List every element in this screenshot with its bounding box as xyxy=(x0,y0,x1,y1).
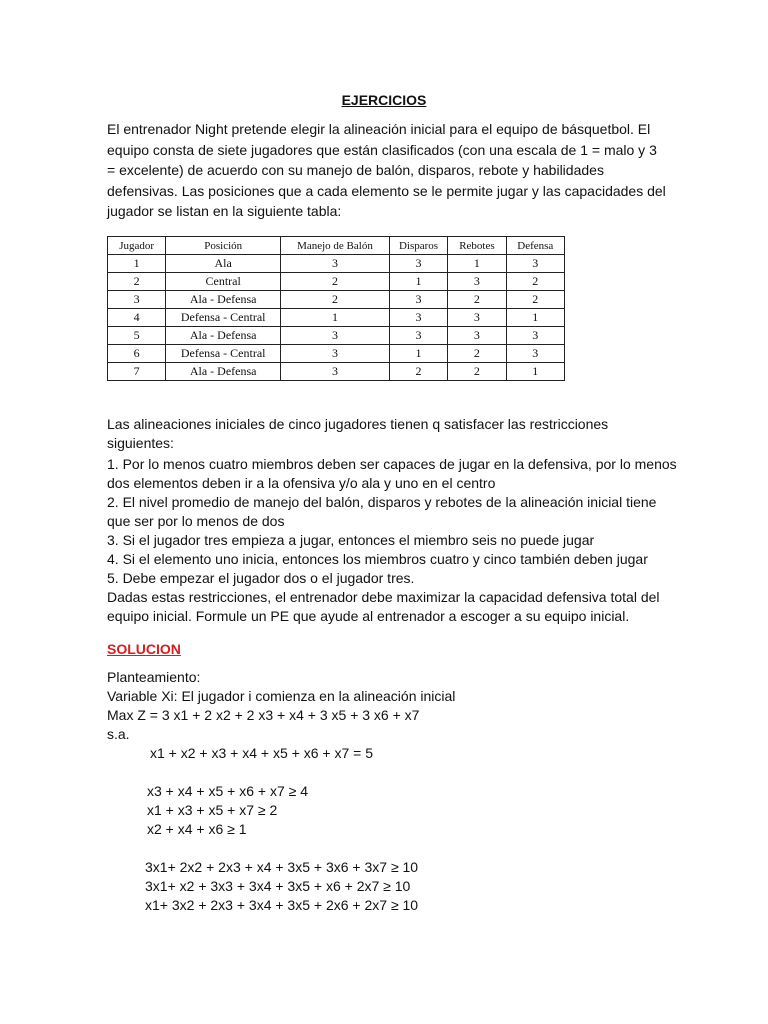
table-row xyxy=(108,327,565,345)
table-cell: 3 xyxy=(389,255,447,273)
table-cell: 7 xyxy=(108,363,166,381)
table-row xyxy=(108,363,565,381)
variable-definition: Variable Xi: El jugador i comienza en la alineación inicial xyxy=(107,688,456,704)
table-cell: 1 xyxy=(506,363,564,381)
table-cell: 3 xyxy=(389,309,447,327)
list-item: 3. Si el jugador tres empieza a jugar, entonces el miembro seis no puede jugar xyxy=(107,532,595,548)
table-cell: Defensa - Central xyxy=(166,309,281,327)
table-cell: 3 xyxy=(448,327,506,345)
table-cell: 2 xyxy=(281,273,390,291)
constraint-defense: x3 + x4 + x5 + x6 + x7 ≥ 4 xyxy=(147,783,308,799)
restrictions-list xyxy=(107,455,677,626)
table-cell: 3 xyxy=(389,327,447,345)
table-cell: Ala - Defensa xyxy=(166,327,281,345)
table-cell: 3 xyxy=(281,363,390,381)
table-row xyxy=(108,345,565,363)
list-item: 2. El nivel promedio de manejo del balón, disparos y rebotes de la alineación inicial tiene que ser por lo menos de dos xyxy=(107,494,657,529)
table-cell: 5 xyxy=(108,327,166,345)
restrictions-intro: Las alineaciones iniciales de cinco jugadores tienen q satisfacer las restricciones siguientes: xyxy=(107,416,609,451)
column-header: Posición xyxy=(166,237,281,255)
table-cell: 2 xyxy=(108,273,166,291)
table-cell: Central xyxy=(166,273,281,291)
table-cell: 2 xyxy=(448,291,506,309)
table-cell: Ala - Defensa xyxy=(166,363,281,381)
table-cell: 2 xyxy=(448,363,506,381)
constraint-shooting: 3x1+ x2 + 3x3 + 3x4 + 3x5 + x6 + 2x7 ≥ 10 xyxy=(145,878,411,894)
table-cell: 2 xyxy=(506,273,564,291)
constraint-offense: x1 + x3 + x5 + x7 ≥ 2 xyxy=(147,802,278,818)
table-cell: 1 xyxy=(108,255,166,273)
table-cell: 3 xyxy=(281,327,390,345)
table-row xyxy=(108,255,565,273)
table-cell: 2 xyxy=(281,291,390,309)
column-header: Rebotes xyxy=(448,237,506,255)
table-cell: 1 xyxy=(389,273,447,291)
table-row xyxy=(108,309,565,327)
table-cell: 1 xyxy=(448,255,506,273)
table-cell: 2 xyxy=(506,291,564,309)
subject-to-label: s.a. xyxy=(107,726,130,742)
table-cell: 3 xyxy=(506,345,564,363)
table-row xyxy=(108,273,565,291)
table-cell: Defensa - Central xyxy=(166,345,281,363)
table-cell: 3 xyxy=(448,309,506,327)
table-cell: 3 xyxy=(506,255,564,273)
table-cell: 2 xyxy=(448,345,506,363)
table-cell: 1 xyxy=(389,345,447,363)
table-cell: 3 xyxy=(281,345,390,363)
planteamiento-heading: Planteamiento: xyxy=(107,669,201,685)
table-cell: 3 xyxy=(506,327,564,345)
constraint-center: x2 + x4 + x6 ≥ 1 xyxy=(147,821,247,837)
column-header: Disparos xyxy=(389,237,447,255)
constraint-total-players: x1 + x2 + x3 + x4 + x5 + x6 + x7 = 5 xyxy=(150,745,373,761)
list-item: 1. Por lo menos cuatro miembros deben ser capaces de jugar en la defensiva, por lo menos dos elementos deben ir a la ofensiva y/o ala y uno en el centro xyxy=(107,456,677,491)
planteamiento-block xyxy=(107,668,677,915)
table-cell: 3 xyxy=(389,291,447,309)
list-item: 4. Si el elemento uno inicia, entonces los miembros cuatro y cinco también deben jugar xyxy=(107,551,648,567)
intro-paragraph: El entrenador Night pretende elegir la alineación inicial para el equipo de básquetbol. El equipo consta de siete jugadores que están clasificados (con una escala de 1 = malo y 3 = excelente) de acuerdo con su manejo de balón, disparos, rebote y habilidades defensivas. Las posiciones que a cada elemento se le permite jugar y las capacidades del jugador se listan en la siguiente tabla: xyxy=(107,121,666,219)
list-item: 5. Debe empezar el jugador dos o el jugador tres. xyxy=(107,570,415,586)
table-cell: 1 xyxy=(506,309,564,327)
players-table xyxy=(107,236,565,381)
column-header: Jugador xyxy=(108,237,166,255)
list-item: Dadas estas restricciones, el entrenador debe maximizar la capacidad defensiva total del equipo inicial. Formule un PE que ayude al entrenador a escoger a su equipo inicial. xyxy=(107,589,660,624)
table-cell: 2 xyxy=(389,363,447,381)
table-cell: 3 xyxy=(108,291,166,309)
table-cell: 3 xyxy=(281,255,390,273)
objective-function: Max Z = 3 x1 + 2 x2 + 2 x3 + x4 + 3 x5 + 3 x6 + x7 xyxy=(107,707,420,723)
table-cell: 6 xyxy=(108,345,166,363)
column-header: Defensa xyxy=(506,237,564,255)
table-cell: 1 xyxy=(281,309,390,327)
constraint-rebounds: x1+ 3x2 + 2x3 + 3x4 + 3x5 + 2x6 + 2x7 ≥ 10 xyxy=(145,897,419,913)
table-cell: Ala - Defensa xyxy=(166,291,281,309)
table-header-row xyxy=(108,237,565,255)
constraint-ball-handling: 3x1+ 2x2 + 2x3 + x4 + 3x5 + 3x6 + 3x7 ≥ 10 xyxy=(145,859,419,875)
table-cell: 3 xyxy=(448,273,506,291)
table-cell: Ala xyxy=(166,255,281,273)
page-title: EJERCICIOS xyxy=(341,92,427,108)
column-header: Manejo de Balón xyxy=(281,237,390,255)
table-cell: 4 xyxy=(108,309,166,327)
table-row xyxy=(108,291,565,309)
solution-heading: SOLUCION xyxy=(107,641,181,657)
